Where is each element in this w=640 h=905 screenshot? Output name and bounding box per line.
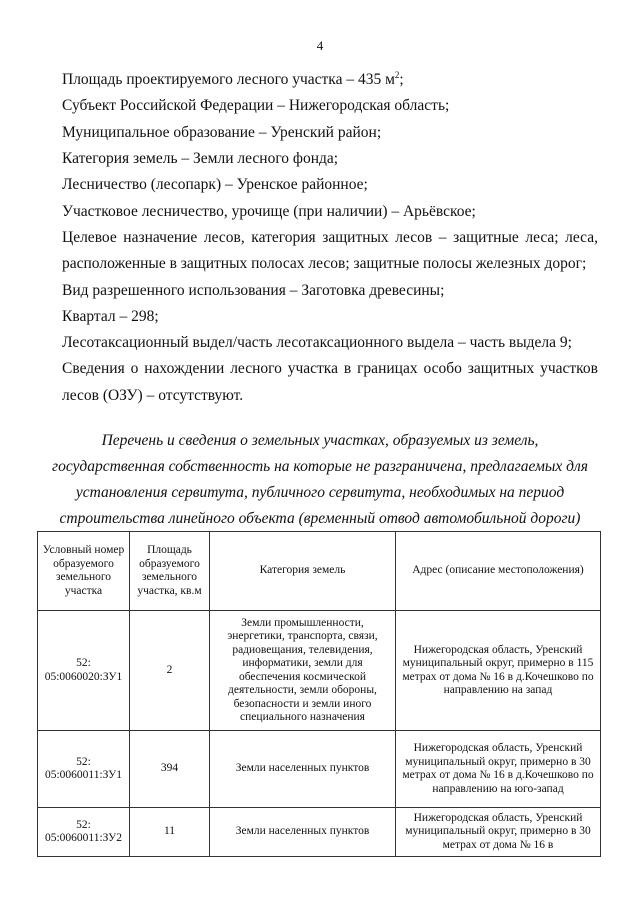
- detail-line: Сведения о нахождении лесного участка в границах особо защитных участков: [62, 360, 598, 378]
- detail-line: Лесотаксационный выдел/часть лесотаксационного выдела – часть выдела 9;: [62, 334, 572, 352]
- cell-area: 394: [130, 731, 210, 808]
- detail-line: Категория земель – Земли лесного фонда;: [62, 150, 339, 168]
- cell-plot-number: 52: 05:0060020:ЗУ1: [38, 611, 130, 731]
- cell-address: Нижегородская область, Уренский муниципальный округ, примерно в 30 метрах от дома № 16 в: [396, 808, 601, 857]
- page-number: 4: [316, 38, 324, 53]
- detail-line: Вид разрешенного использования – Заготовка древесины;: [62, 281, 445, 299]
- cell-plot-number: 52: 05:0060011:ЗУ2: [38, 808, 130, 857]
- section-title-line: строительства линейного объекта (временный отвод автомобильной дороги): [59, 510, 581, 527]
- cell-area: 11: [130, 808, 210, 857]
- detail-line: Муниципальное образование – Уренский район;: [62, 123, 382, 141]
- section-title-line: государственная собственность на которые не разграничена, предлагаемых для: [52, 458, 588, 475]
- cell-land-category: Земли населенных пунктов: [210, 731, 396, 808]
- table-row: [38, 808, 601, 857]
- cell-area: 2: [130, 611, 210, 731]
- detail-line: расположенные в защитных полосах лесов; защитные полосы железных дорог;: [62, 255, 587, 273]
- cell-address: Нижегородская область, Уренский муниципальный округ, примерно в 30 метрах от дома № 16 в д.Кочешково по направлению на юго-запад: [396, 731, 601, 808]
- land-plot-details: [62, 62, 598, 409]
- table-row: [38, 731, 601, 808]
- table-row: [38, 611, 601, 731]
- header-area: Площадь образуемого земельного участка, кв.м: [130, 532, 210, 611]
- header-plot-number: Условный номер образуемого земельного участка: [38, 532, 130, 611]
- section-title-line: установления сервитута, публичного сервитута, необходимых на период: [75, 484, 565, 501]
- section-title-line: Перечень и сведения о земельных участках, образуемых из земель,: [101, 432, 539, 449]
- section-title: [40, 428, 600, 532]
- table-header-row: [38, 532, 601, 611]
- cell-land-category: Земли населенных пунктов: [210, 808, 396, 857]
- cell-address: Нижегородская область, Уренский муниципальный округ, примерно в 115 метрах от дома № 16 в д.Кочешково по направлению на запад: [396, 611, 601, 731]
- detail-line: Участковое лесничество, урочище (при наличии) – Арьёвское;: [62, 202, 476, 220]
- detail-line: лесов (ОЗУ) – отсутствуют.: [62, 386, 244, 404]
- detail-line: Квартал – 298;: [62, 307, 159, 325]
- detail-line: Лесничество (лесопарк) – Уренское районное;: [62, 176, 368, 194]
- detail-line: Целевое назначение лесов, категория защитных лесов – защитные леса; леса,: [62, 228, 598, 246]
- detail-line-area: Площадь проектируемого лесного участка – 435 $м^2$;: [62, 70, 404, 89]
- header-address: Адрес (описание местоположения): [396, 532, 601, 611]
- cell-land-category: Земли промышленности, энергетики, транспорта, связи, радиовещания, телевидения, информатики, земли для обеспечения космической деятельности, земли обороны, безопасности и земли иного специального назначения: [210, 611, 396, 731]
- detail-line: Субъект Российской Федерации – Нижегородская область;: [62, 97, 450, 115]
- header-land-category: Категория земель: [210, 532, 396, 611]
- cell-plot-number: 52: 05:0060011:ЗУ1: [38, 731, 130, 808]
- land-plots-table: [37, 531, 601, 857]
